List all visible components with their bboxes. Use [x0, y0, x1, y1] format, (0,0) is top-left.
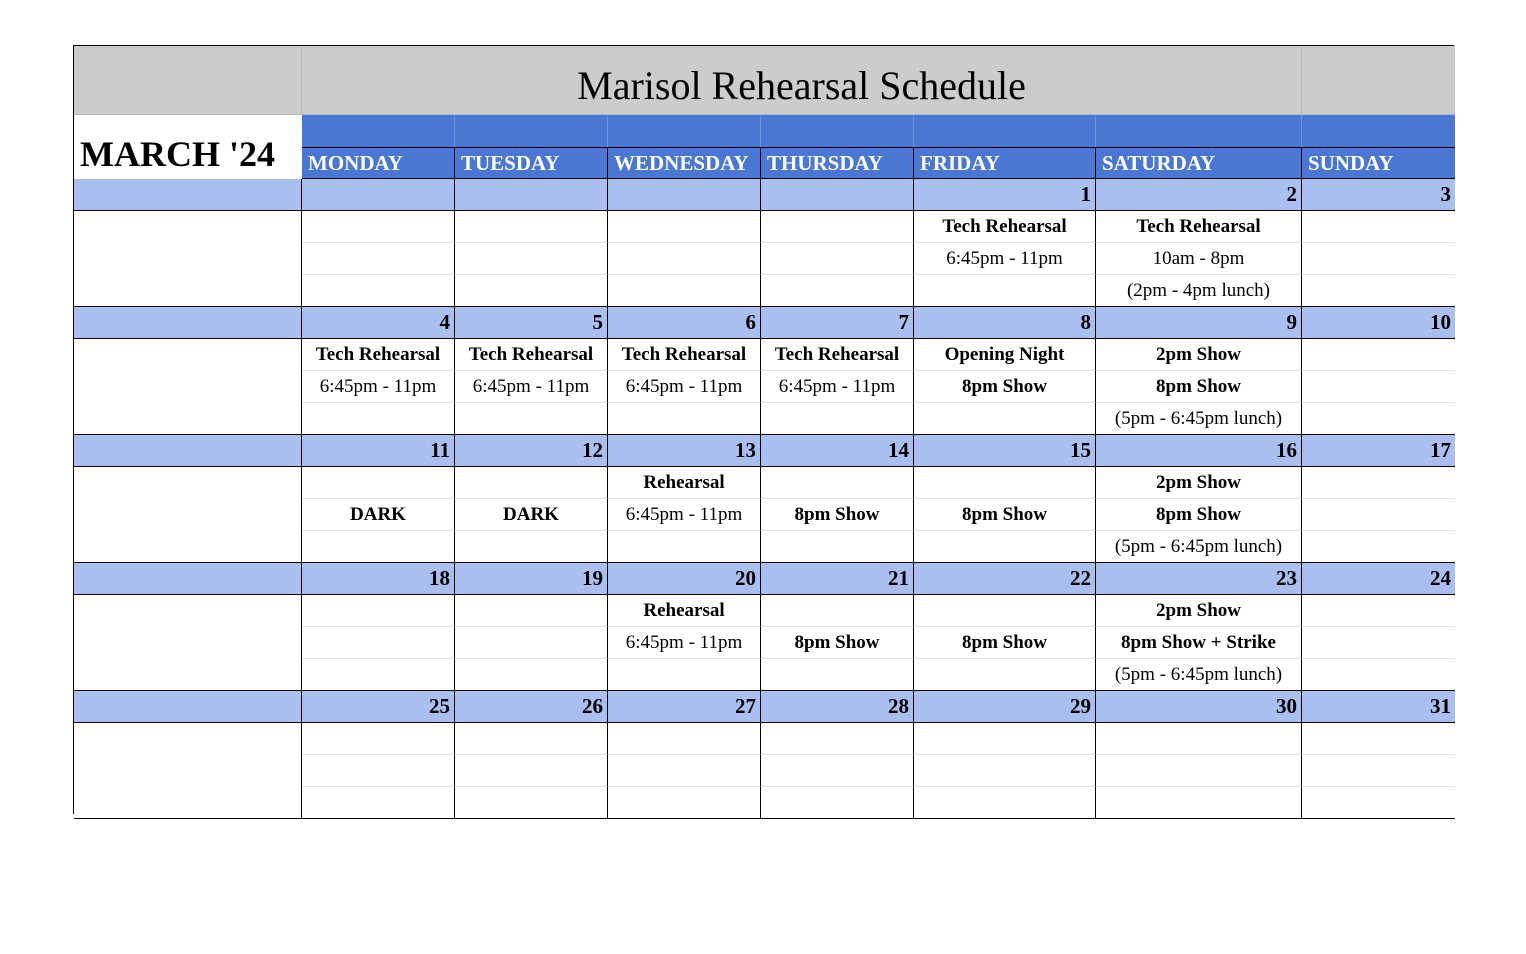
date-number: [455, 179, 608, 211]
schedule-entry: [302, 531, 455, 563]
schedule-entry: [608, 243, 761, 275]
schedule-entry: [914, 755, 1096, 787]
schedule-entry: [455, 627, 608, 659]
schedule-entry: [1302, 755, 1455, 787]
schedule-entry: [914, 467, 1096, 499]
schedule-entry: 8pm Show: [761, 499, 914, 531]
schedule-entry: [1302, 659, 1455, 691]
week-side-blank: [74, 339, 302, 435]
date-number: 16: [1096, 435, 1302, 467]
schedule-entry: [455, 467, 608, 499]
schedule-entry: [761, 531, 914, 563]
schedule-entry: DARK: [302, 499, 455, 531]
title-right-blank: [1302, 46, 1455, 115]
schedule-entry: [455, 211, 608, 243]
schedule-entry: [761, 755, 914, 787]
schedule-entry: [608, 275, 761, 307]
schedule-entry: [761, 659, 914, 691]
header-band: [1302, 115, 1455, 147]
schedule-entry: Rehearsal: [608, 595, 761, 627]
schedule-entry: [1096, 723, 1302, 755]
schedule-entry: [761, 787, 914, 819]
week-side-date: [74, 179, 302, 211]
date-number: 17: [1302, 435, 1455, 467]
schedule-entry: [302, 467, 455, 499]
day-header: TUESDAY: [455, 147, 608, 179]
schedule-entry: [302, 275, 455, 307]
schedule-entry: [302, 755, 455, 787]
schedule-entry: [1302, 403, 1455, 435]
date-number: 29: [914, 691, 1096, 723]
day-header: WEDNESDAY: [608, 147, 761, 179]
schedule-entry: [914, 723, 1096, 755]
schedule-entry: 2pm Show: [1096, 467, 1302, 499]
schedule-entry: [302, 211, 455, 243]
day-header: FRIDAY: [914, 147, 1096, 179]
schedule-entry: (5pm - 6:45pm lunch): [1096, 403, 1302, 435]
date-number: 7: [761, 307, 914, 339]
schedule-entry: [761, 403, 914, 435]
schedule-entry: [1302, 595, 1455, 627]
schedule-entry: [914, 595, 1096, 627]
date-number: 6: [608, 307, 761, 339]
week-side-date: [74, 435, 302, 467]
schedule-entry: [1096, 755, 1302, 787]
schedule-entry: [1302, 467, 1455, 499]
schedule-entry: [455, 755, 608, 787]
schedule-entry: [1302, 787, 1455, 819]
week-side-blank: [74, 595, 302, 691]
schedule-entry: 10am - 8pm: [1096, 243, 1302, 275]
schedule-entry: [455, 595, 608, 627]
schedule-entry: [455, 275, 608, 307]
day-header: MONDAY: [302, 147, 455, 179]
schedule-entry: Tech Rehearsal: [761, 339, 914, 371]
date-number: 2: [1096, 179, 1302, 211]
date-number: 8: [914, 307, 1096, 339]
schedule-entry: [302, 659, 455, 691]
schedule-entry: 6:45pm - 11pm: [608, 499, 761, 531]
date-number: 18: [302, 563, 455, 595]
schedule-entry: [608, 723, 761, 755]
schedule-entry: [914, 403, 1096, 435]
schedule-entry: [455, 787, 608, 819]
title-corner: [74, 46, 302, 115]
schedule-entry: [302, 627, 455, 659]
schedule-entry: [608, 531, 761, 563]
date-number: 10: [1302, 307, 1455, 339]
week-side-date: [74, 563, 302, 595]
schedule-entry: [761, 243, 914, 275]
schedule-entry: 2pm Show: [1096, 339, 1302, 371]
schedule-entry: 8pm Show: [914, 499, 1096, 531]
schedule-entry: Tech Rehearsal: [914, 211, 1096, 243]
schedule-entry: [1302, 499, 1455, 531]
schedule-entry: [608, 659, 761, 691]
schedule-entry: [914, 659, 1096, 691]
schedule-entry: 8pm Show: [1096, 371, 1302, 403]
header-band: [608, 115, 761, 147]
week-side-blank: [74, 467, 302, 563]
week-side-blank: [74, 723, 302, 819]
schedule-entry: [302, 243, 455, 275]
schedule-entry: (5pm - 6:45pm lunch): [1096, 531, 1302, 563]
date-number: 19: [455, 563, 608, 595]
schedule-sheet: [73, 45, 1454, 814]
schedule-entry: 8pm Show: [1096, 499, 1302, 531]
schedule-entry: [761, 723, 914, 755]
schedule-entry: [1302, 723, 1455, 755]
schedule-entry: [761, 211, 914, 243]
schedule-entry: 8pm Show + Strike: [1096, 627, 1302, 659]
schedule-entry: [455, 531, 608, 563]
schedule-entry: 6:45pm - 11pm: [302, 371, 455, 403]
schedule-entry: [608, 755, 761, 787]
header-band: [914, 115, 1096, 147]
schedule-entry: [1302, 627, 1455, 659]
schedule-entry: [1302, 275, 1455, 307]
schedule-entry: 6:45pm - 11pm: [761, 371, 914, 403]
date-number: 28: [761, 691, 914, 723]
date-number: 25: [302, 691, 455, 723]
schedule-entry: 8pm Show: [914, 627, 1096, 659]
date-number: 14: [761, 435, 914, 467]
schedule-entry: [608, 211, 761, 243]
schedule-entry: [1302, 371, 1455, 403]
header-band: [302, 115, 455, 147]
date-number: 12: [455, 435, 608, 467]
schedule-entry: 6:45pm - 11pm: [914, 243, 1096, 275]
schedule-entry: [302, 787, 455, 819]
schedule-entry: [455, 243, 608, 275]
date-number: 31: [1302, 691, 1455, 723]
schedule-entry: [455, 403, 608, 435]
schedule-entry: 2pm Show: [1096, 595, 1302, 627]
schedule-entry: [455, 659, 608, 691]
schedule-entry: [914, 787, 1096, 819]
schedule-entry: Rehearsal: [608, 467, 761, 499]
schedule-entry: [608, 403, 761, 435]
week-side-date: [74, 691, 302, 723]
header-band: [1096, 115, 1302, 147]
schedule-entry: [1302, 531, 1455, 563]
date-number: 23: [1096, 563, 1302, 595]
schedule-entry: Tech Rehearsal: [455, 339, 608, 371]
schedule-grid: [73, 45, 1454, 814]
schedule-entry: [914, 531, 1096, 563]
schedule-entry: [1302, 211, 1455, 243]
header-band: [761, 115, 914, 147]
day-header: SATURDAY: [1096, 147, 1302, 179]
schedule-entry: [761, 467, 914, 499]
week-side-date: [74, 307, 302, 339]
date-number: 27: [608, 691, 761, 723]
date-number: 4: [302, 307, 455, 339]
schedule-entry: Opening Night: [914, 339, 1096, 371]
schedule-entry: Tech Rehearsal: [302, 339, 455, 371]
schedule-entry: [1302, 243, 1455, 275]
date-number: 15: [914, 435, 1096, 467]
week-side-blank: [74, 211, 302, 307]
schedule-entry: (5pm - 6:45pm lunch): [1096, 659, 1302, 691]
date-number: 24: [1302, 563, 1455, 595]
date-number: 26: [455, 691, 608, 723]
date-number: [761, 179, 914, 211]
date-number: 11: [302, 435, 455, 467]
schedule-entry: 6:45pm - 11pm: [608, 627, 761, 659]
schedule-entry: 6:45pm - 11pm: [455, 371, 608, 403]
schedule-entry: [914, 275, 1096, 307]
schedule-entry: [608, 787, 761, 819]
date-number: 30: [1096, 691, 1302, 723]
schedule-entry: Tech Rehearsal: [608, 339, 761, 371]
date-number: 22: [914, 563, 1096, 595]
schedule-entry: 8pm Show: [914, 371, 1096, 403]
schedule-entry: [302, 723, 455, 755]
date-number: 21: [761, 563, 914, 595]
schedule-entry: [1096, 787, 1302, 819]
schedule-entry: [455, 723, 608, 755]
day-header: SUNDAY: [1302, 147, 1455, 179]
date-number: 9: [1096, 307, 1302, 339]
schedule-entry: [1302, 339, 1455, 371]
schedule-entry: 6:45pm - 11pm: [608, 371, 761, 403]
schedule-entry: [302, 595, 455, 627]
schedule-entry: DARK: [455, 499, 608, 531]
date-number: 3: [1302, 179, 1455, 211]
month-label: MARCH '24: [80, 134, 275, 174]
day-header: THURSDAY: [761, 147, 914, 179]
schedule-entry: Tech Rehearsal: [1096, 211, 1302, 243]
header-band: [455, 115, 608, 147]
schedule-entry: (2pm - 4pm lunch): [1096, 275, 1302, 307]
date-number: [608, 179, 761, 211]
date-number: 5: [455, 307, 608, 339]
date-number: [302, 179, 455, 211]
date-number: 13: [608, 435, 761, 467]
schedule-entry: [761, 595, 914, 627]
page-title: Marisol Rehearsal Schedule: [302, 46, 1302, 115]
schedule-entry: [302, 403, 455, 435]
schedule-entry: [761, 275, 914, 307]
date-number: 1: [914, 179, 1096, 211]
date-number: 20: [608, 563, 761, 595]
schedule-entry: 8pm Show: [761, 627, 914, 659]
